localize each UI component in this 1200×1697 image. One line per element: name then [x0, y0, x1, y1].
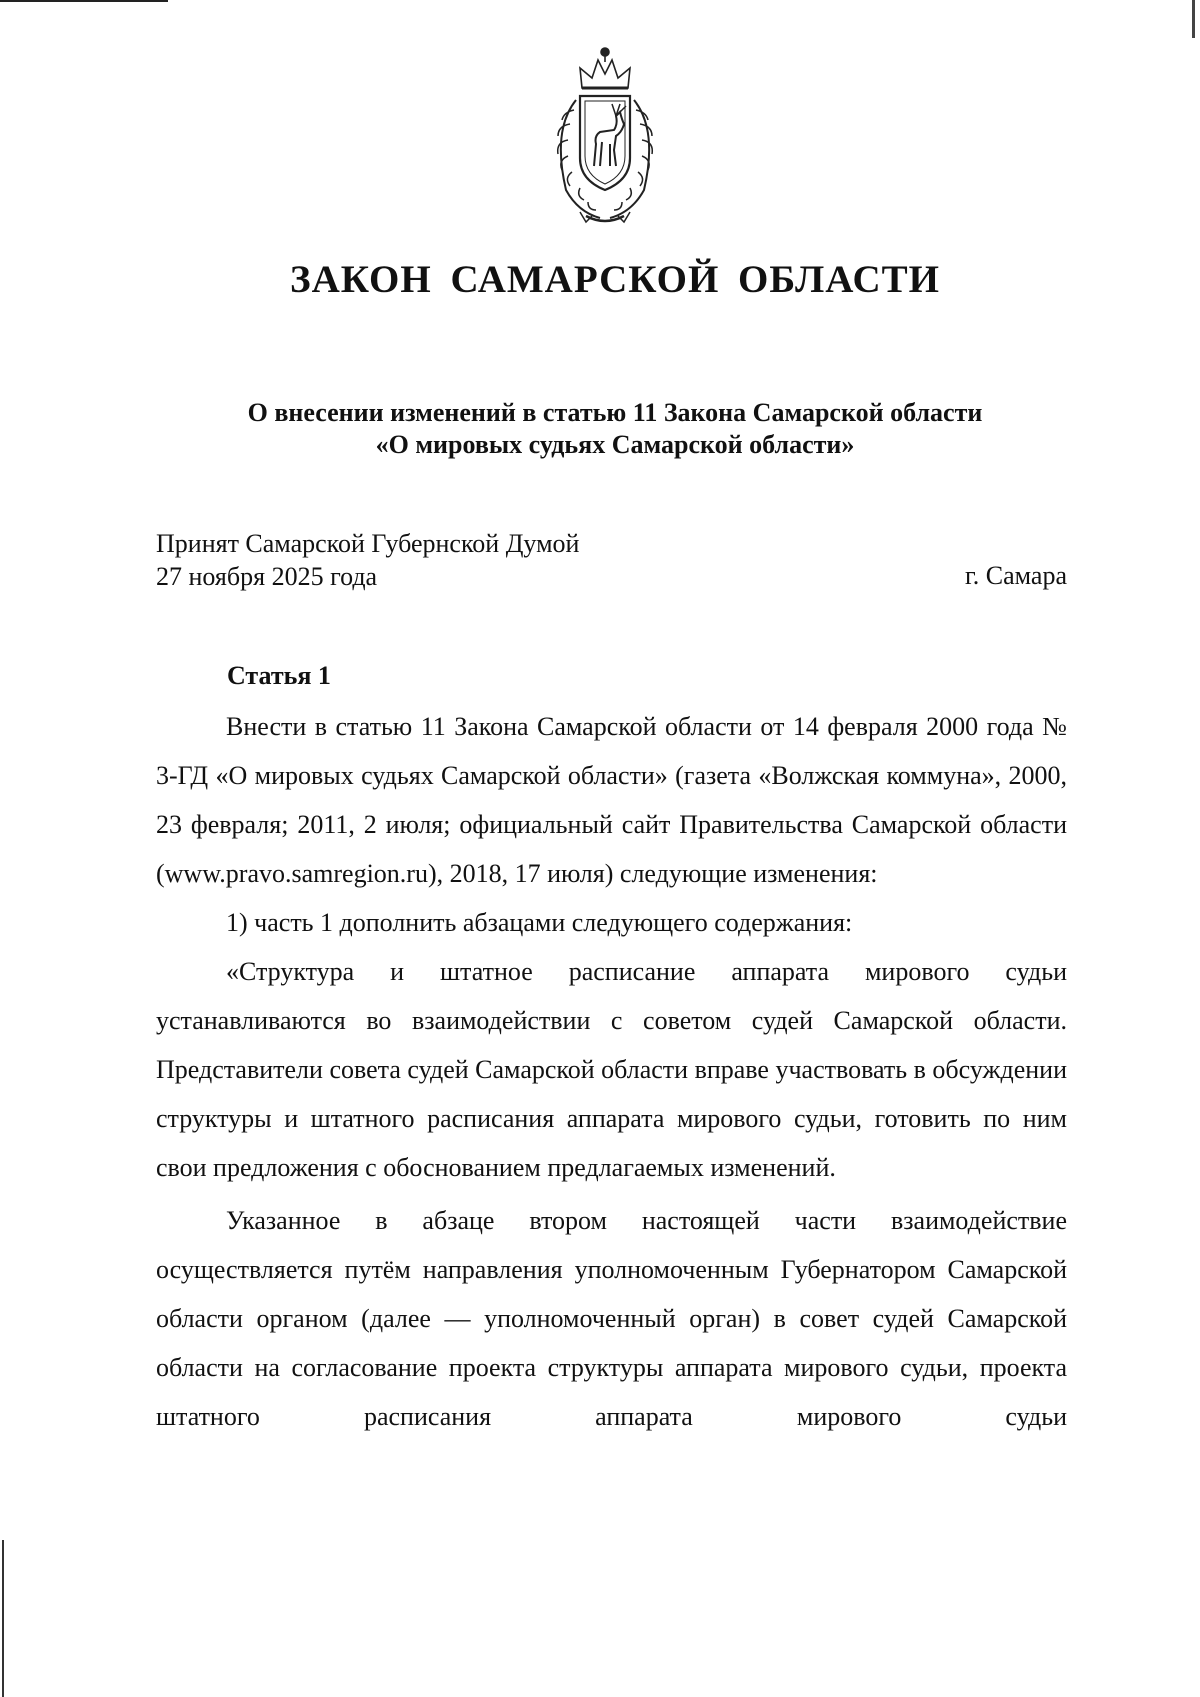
adopted-date: 27 ноября 2025 года — [156, 562, 378, 591]
article-heading: Статья 1 — [227, 661, 331, 690]
paragraph-3: «Структура и штатное расписание аппарата мирового судьи устанавливаются во взаимодействии с советом судей Самарской области. Представители совета судей Самарской области вправе участвовать в обсуждении структуры и штатного расписания аппарата мирового судьи, готовить по ним свои предложения с обоснованием предлагаемых изменений. — [156, 957, 1067, 1182]
paragraph-4: Указанное в абзаце втором настоящей части взаимодействие осуществляется путём направления уполномоченным Губернатором Самарской области органом (далее — уполномоченный орган) в совет судей Самарской области на согласование проекта структуры аппарата мирового судьи, проекта штатного расписания аппарата мирового судьи — [156, 1206, 1067, 1431]
adopted-by: Принят Самарской Губернской Думой — [156, 529, 580, 558]
scan-border-top — [0, 0, 168, 2]
law-subtitle-line-1: О внесении изменений в статью 11 Закона Самарской области — [247, 398, 983, 427]
scan-border-left — [2, 1540, 4, 1697]
adoption-info — [156, 527, 579, 593]
article-body — [156, 702, 1067, 1441]
paragraph-1: Внести в статью 11 Закона Самарской области от 14 февраля 2000 года № 3-ГД «О мировых судьях Самарской области» (газета «Волжская коммуна», 2000, 23 февраля; 2011, 2 июля; официальный сайт Правительства Самарской области (www.pravo.samregion.ru), 2018, 17 июля) следующие изменения: — [156, 712, 1067, 888]
paragraph-2: 1) часть 1 дополнить абзацами следующего содержания: — [226, 908, 853, 937]
city-label: г. Самара — [965, 561, 1067, 590]
law-title: ЗАКОН САМАРСКОЙ ОБЛАСТИ — [290, 258, 940, 301]
law-subtitle-line-2: «О мировых судьях Самарской области» — [375, 430, 855, 459]
scan-border-right — [1192, 0, 1195, 38]
samara-region-coat-of-arms-icon — [530, 40, 680, 230]
law-subtitle — [0, 397, 1200, 461]
